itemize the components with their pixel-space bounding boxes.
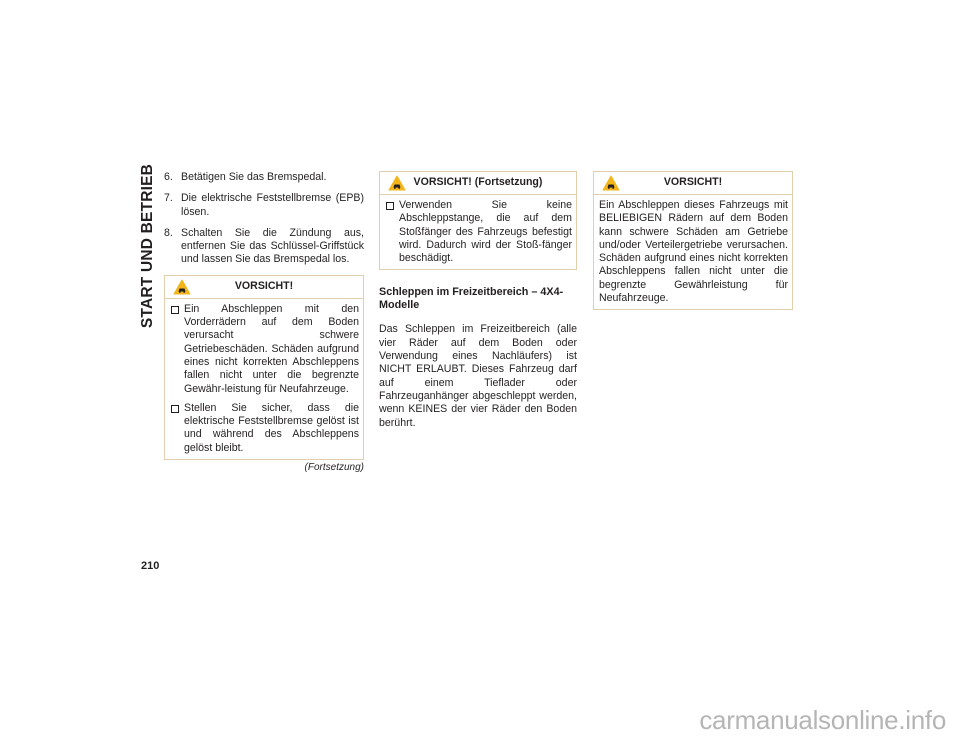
- column-2: [379, 171, 577, 430]
- checkbox-bullet-icon: [386, 202, 394, 210]
- section-heading: Schleppen im Freizeitbereich – 4X4-Modelle: [379, 286, 564, 312]
- caution-header: VORSICHT! (Fortsetzung): [380, 172, 576, 195]
- checkbox-bullet-icon: [171, 306, 179, 314]
- caution-box-continued: [379, 171, 577, 270]
- caution-box: [593, 171, 793, 310]
- caution-header: VORSICHT!: [594, 172, 792, 195]
- column-3: [593, 171, 793, 310]
- caution-body: [380, 195, 576, 269]
- checkbox-bullet-icon: [171, 405, 179, 413]
- step-list: [164, 171, 364, 267]
- step-item: 7. Die elektrische Feststellbremse (EPB) lösen.: [164, 192, 364, 218]
- watermark: carmanualsonline.info: [699, 705, 946, 735]
- caution-item: Ein Abschleppen mit den Vorderrädern auf dem Boden verursacht schwere Getriebeschäden. Schäden aufgrund eines nicht korrekten Abschleppens fallen nicht unter die begrenzte Gewähr-leistung für Neufahrzeuge.: [170, 303, 359, 396]
- step-item: 8. Schalten Sie die Zündung aus, entfernen Sie das Schlüssel-Griffstück und lassen Sie das Bremspedal los.: [164, 226, 364, 266]
- column-1: [164, 171, 364, 474]
- step-item: 6. Betätigen Sie das Bremspedal.: [164, 171, 327, 183]
- caution-item: Verwenden Sie keine Abschleppstange, die auf dem Stoßfänger des Fahrzeugs befestigt wird. Dadurch wird der Stoß-fänger beschädigt.: [385, 199, 572, 265]
- caution-header: VORSICHT!: [165, 276, 363, 299]
- caution-body: [165, 299, 363, 459]
- section-title-vertical: START UND BETRIEB: [139, 163, 156, 329]
- caution-box: [164, 275, 364, 460]
- continued-note: (Fortsetzung): [304, 462, 364, 474]
- page-number: 210: [141, 560, 160, 572]
- warning-car-icon: [388, 175, 406, 191]
- caution-item: Stellen Sie sicher, dass die elektrische Feststellbremse gelöst ist und während des Abschleppens gelöst bleibt.: [170, 402, 359, 455]
- body-paragraph: Das Schleppen im Freizeitbereich (alle vier Räder auf dem Boden oder Verwendung eines Nachläufers) ist NICHT ERLAUBT. Dieses Fahrzeug darf auf einem Tieflader oder Fahrzeuganhänger abgeschleppt werden, wenn KEINES der vier Räder den Boden berührt.: [379, 323, 577, 429]
- caution-body: Ein Abschleppen dieses Fahrzeugs mit BELIEBIGEN Rädern auf dem Boden kann schwere Schäden am Getriebe und/oder Verteilergetriebe verursachen. Schäden aufgrund eines nicht korrekten Abschleppens fallen nicht unter die begrenzte Gewährleistung für Neufahrzeuge.: [599, 199, 788, 305]
- warning-car-icon: [602, 175, 620, 191]
- warning-car-icon: [173, 279, 191, 295]
